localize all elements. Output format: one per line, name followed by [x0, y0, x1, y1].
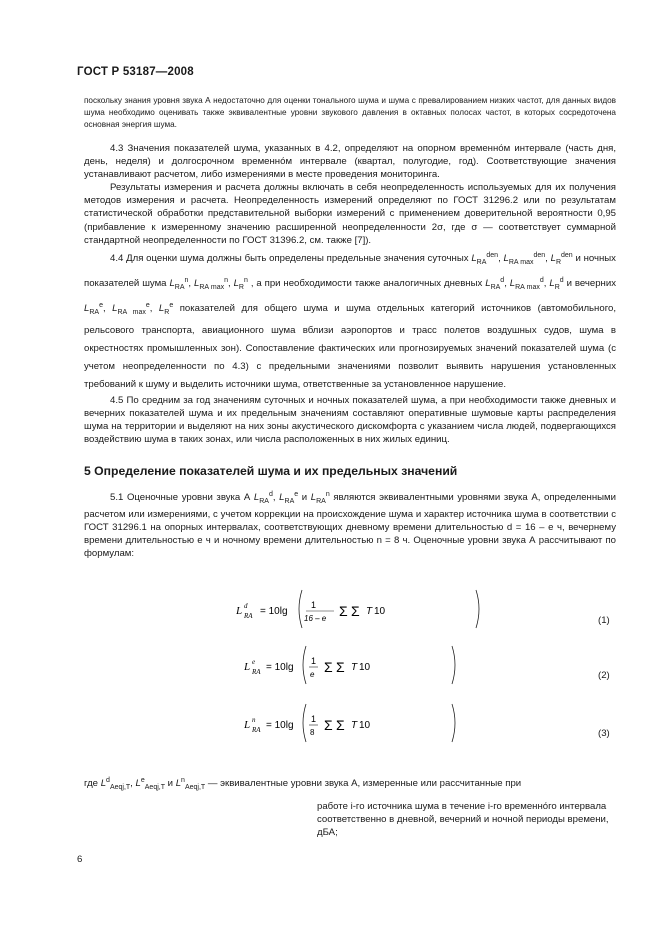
formula-3-number: (3) — [598, 728, 610, 739]
svg-text:n: n — [252, 716, 256, 724]
paragraph-4-3-uncertainty: Результаты измерения и расчета должны включать в себя неопределенность используемых для их получения методов измерения и расчета. Неопределенность измерений определяют по ГОСТ 31296.2 или по результатам статистической обработки представительной выборки измерений с применением доверительной вероятности 0,95 (прибавление к измеренному значению расширенной неопределенности 2σ, где σ — соответствует суммарной стандартной неопределенности по ГОСТ 31396.2, см. также [7]). — [84, 182, 616, 246]
formula-1-graphic — [236, 584, 486, 634]
svg-text:T: T — [351, 720, 358, 731]
paragraph-4-3: 4.3 Значения показателей шума, указанных в 4.2, определяют на опорном временно́м интервале (часть дня, день, неделя) и долгосрочном временно́м интервале (квартал, полугодие, год). Соответствующие значения устанавливают расчетом, либо измерениями в месте проведения мониторинга. — [84, 143, 616, 181]
svg-text:Σ: Σ — [324, 717, 333, 733]
svg-text:Σ: Σ — [336, 717, 345, 733]
svg-text:RA: RA — [252, 668, 261, 676]
formula-1 — [236, 584, 486, 637]
svg-text:T: T — [366, 606, 373, 617]
section-4-body — [84, 142, 616, 446]
page-number: 6 — [77, 854, 83, 865]
where-clause-continuation: работе i-го источника шума в течение i-го временно́го интервала соответственно в дневной, вечерний и ночной периоды времени, дБА; — [317, 801, 609, 838]
where-clause: где $L^d_{Aeqj,T}$, $L^e_{Aeqj,T}$ и $L^n_{Aeqj,T}$ — эквивалентные уровни звука А, измеренные или рассчитанные при — [84, 777, 522, 792]
svg-text:L: L — [244, 719, 251, 731]
standard-header: ГОСТ Р 53187—2008 — [77, 66, 194, 78]
svg-text:Σ: Σ — [324, 659, 333, 675]
svg-text:10: 10 — [359, 662, 371, 673]
continuation-paragraph: поскольку знания уровня звука А недостаточно для оценки тонального шума и шума с превалированием низких частот, для данных видов шума необходимо оценивать также эквивалентные уровни звукового давления в октавных полосах частот, в которых сосредоточена основная энергия шума. — [84, 96, 616, 130]
svg-text:10: 10 — [359, 720, 371, 731]
svg-text:8: 8 — [310, 728, 315, 737]
svg-text:= 10lg: = 10lg — [266, 720, 294, 731]
formula-2 — [244, 640, 484, 693]
svg-text:d: d — [244, 602, 248, 610]
svg-text:RA: RA — [244, 612, 253, 620]
svg-text:Σ: Σ — [336, 659, 345, 675]
svg-text:1: 1 — [311, 656, 317, 666]
svg-text:e: e — [310, 670, 315, 679]
section-5-heading: 5 Определение показателей шума и их предельных значений — [84, 464, 458, 478]
svg-text:1: 1 — [311, 714, 317, 724]
svg-text:10: 10 — [374, 606, 386, 617]
formula-1-number: (1) — [598, 615, 610, 626]
svg-text:1: 1 — [311, 600, 317, 610]
paragraph-4-5: 4.5 По средним за год значениям суточных и ночных показателей шума, а при необходимости также дневных и вечерних показателей шума и их предельным значениям составляют оперативные шумовые карты распределения шума на территории и выделяют на них зоны акустического дискомфорта с указанием числа людей, подвергающихся воздействию шума в таких зонах, или числа расположенных в них жилых единиц. — [84, 395, 616, 446]
svg-text:e: e — [252, 658, 256, 666]
svg-text:= 10lg: = 10lg — [266, 662, 294, 673]
paragraph-4-4: 4.4 Для оценки шума должны быть определены предельные значения суточных $L_{RA}^{den}$, $L_{RA max}^{den}$, $L_R^{den}$ и ночных показателей шума $L_{RA}^n$, $L_{RA max}^n$, $L_R^n$ , а при необходимости также аналогичных дневных $L_{RA}^d$, $L_{RA max}^d$, $L_R^d$ и вечерних $L_{RA}^e$, $L_{RA max}^e$, $L_R^e$ показателей для общего шума и шума отдельных категорий источников (автомобильного, рельсового транспорта, авиационного шума вблизи аэропортов и трасс полетов воздушных судов, шума в окрестностях промышленных зон). Сопоставление фактических или прогнозируемых значений показателей шума (с учетом неопределенности по 4.3) с предельными значениями позволит выявить нарушения установленных требований к шуму и выделить источники шума, ответственные за установленное нарушение. — [84, 251, 616, 391]
svg-text:L: L — [244, 661, 251, 673]
formula-3-graphic — [244, 698, 484, 748]
svg-text:16 – e: 16 – e — [304, 614, 327, 623]
formula-2-graphic — [244, 640, 484, 690]
svg-text:Σ: Σ — [351, 603, 360, 619]
svg-text:= 10lg: = 10lg — [260, 606, 288, 617]
formula-3 — [244, 698, 484, 751]
formula-2-number: (2) — [598, 670, 610, 681]
paragraph-5-1: 5.1 Оценочные уровни звука А $L_{RA}^d$, $L_{RA}^e$ и $L_{RA}^n$ являются эквивалентными уровнями звука А, определенными расчетом или измерениями, с учетом коррекции на происхождение шума и характер источника шума в соответствии с ГОСТ 31296.1 на опорных интервалах, соответствующих дневному времени длительностью d = 16 – e ч, вечернему времени длительностью e ч и ночному времени длительностью n = 8 ч. Оценочные уровни звука А рассчитывают по формулам: — [84, 491, 616, 560]
svg-text:T: T — [351, 662, 358, 673]
svg-text:L: L — [236, 605, 243, 617]
svg-text:Σ: Σ — [339, 603, 348, 619]
svg-text:RA: RA — [252, 726, 261, 734]
